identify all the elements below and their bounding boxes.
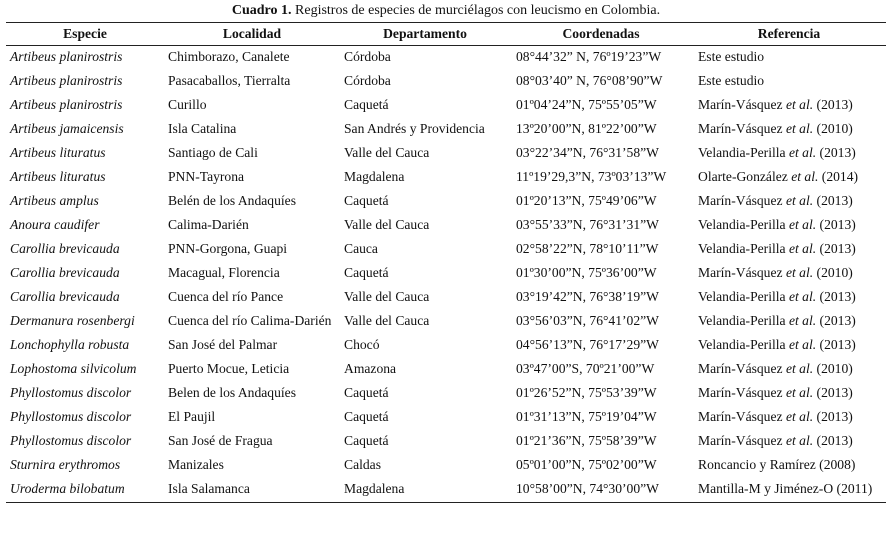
cell-referencia	[692, 70, 886, 94]
cell-coordenadas: 01º26’52”N, 75º53’39”W	[516, 385, 657, 400]
header-coordenadas: Coordenadas	[562, 26, 640, 41]
table-row	[6, 430, 886, 454]
table-row	[6, 286, 886, 310]
cell-referencia	[692, 238, 886, 262]
table-row	[6, 238, 886, 262]
ref-year: (2014)	[818, 169, 859, 184]
cell-departamento: Chocó	[344, 337, 380, 352]
cell-departamento: Valle del Cauca	[344, 217, 430, 232]
ref-year: (2013)	[813, 409, 853, 424]
caption-text: Registros de especies de murciélagos con leucismo en Colombia.	[291, 3, 661, 18]
cell-especie: Anoura caudifer	[10, 217, 100, 232]
ref-author: Velandia-Perilla	[698, 145, 789, 160]
cell-departamento: Córdoba	[344, 73, 391, 88]
cell-coordenadas: 08°03’40” N, 76°08’90”W	[516, 73, 663, 88]
cell-coordenadas: 03°22’34”N, 76°31’58”W	[516, 145, 659, 160]
cell-localidad: Macagual, Florencia	[168, 265, 280, 280]
ref-year: (2013)	[813, 433, 853, 448]
cell-coordenadas: 03°55’33”N, 76°31’31”W	[516, 217, 659, 232]
cell-localidad: Belén de los Andaquíes	[168, 193, 296, 208]
ref-year: (2013)	[816, 337, 856, 352]
ref-etal: et al.	[788, 145, 817, 160]
ref-author: Marín-Vásquez	[698, 433, 786, 448]
ref-author: Marín-Vásquez	[698, 265, 786, 280]
cell-departamento: Valle del Cauca	[344, 145, 430, 160]
ref-etal: et al.	[788, 313, 817, 328]
ref-etal: et al.	[785, 121, 814, 136]
cell-especie: Carollia brevicauda	[10, 289, 120, 304]
ref-author: Este estudio	[698, 73, 765, 88]
cell-departamento: Córdoba	[344, 49, 391, 64]
ref-year: (2013)	[816, 289, 856, 304]
ref-author: Marín-Vásquez	[698, 121, 786, 136]
cell-departamento: Amazona	[344, 361, 397, 376]
table-row	[6, 358, 886, 382]
cell-localidad: Isla Salamanca	[168, 481, 250, 496]
cell-referencia	[692, 46, 886, 71]
cell-coordenadas: 01º04’24”N, 75º55’05”W	[516, 97, 657, 112]
cell-departamento: Caquetá	[344, 385, 389, 400]
cell-departamento: Magdalena	[344, 169, 405, 184]
ref-author: Este estudio	[698, 49, 765, 64]
ref-year: (2013)	[816, 313, 856, 328]
cell-coordenadas: 03°19’42”N, 76°38’19”W	[516, 289, 659, 304]
caption-label: Cuadro 1.	[231, 3, 292, 18]
ref-etal: et al.	[785, 361, 814, 376]
ref-year: (2013)	[813, 97, 853, 112]
ref-year: (2010)	[813, 361, 853, 376]
cell-especie: Lophostoma silvicolum	[10, 361, 137, 376]
cell-localidad: Manizales	[168, 457, 224, 472]
cell-coordenadas: 01º30’00”N, 75º36’00”W	[516, 265, 657, 280]
table-row	[6, 406, 886, 430]
cell-especie: Artibeus planirostris	[10, 73, 123, 88]
cell-referencia	[692, 262, 886, 286]
cell-coordenadas: 01º20’13”N, 75º49’06”W	[516, 193, 657, 208]
cell-departamento: Caquetá	[344, 409, 389, 424]
ref-etal: et al.	[785, 385, 814, 400]
cell-especie: Phyllostomus discolor	[10, 385, 132, 400]
cell-referencia	[692, 358, 886, 382]
cell-departamento: Valle del Cauca	[344, 313, 430, 328]
ref-etal: et al.	[785, 265, 814, 280]
table-caption	[0, 2, 892, 20]
ref-etal: et al.	[788, 217, 817, 232]
table-row	[6, 214, 886, 238]
table-body	[6, 46, 886, 503]
cell-especie: Sturnira erythromos	[10, 457, 121, 472]
cell-localidad: Curillo	[168, 97, 207, 112]
cell-localidad: El Paujil	[168, 409, 216, 424]
cell-localidad: Calima-Darién	[168, 217, 249, 232]
ref-author: Marín-Vásquez	[698, 409, 786, 424]
ref-etal: et al.	[785, 193, 814, 208]
cell-referencia	[692, 406, 886, 430]
cell-referencia	[692, 190, 886, 214]
cell-especie: Artibeus lituratus	[10, 145, 106, 160]
cell-especie: Artibeus planirostris	[10, 49, 123, 64]
table-row	[6, 142, 886, 166]
cell-localidad: Isla Catalina	[168, 121, 237, 136]
ref-author: Velandia-Perilla	[698, 289, 789, 304]
cell-especie: Artibeus jamaicensis	[10, 121, 124, 136]
cell-especie: Uroderma bilobatum	[10, 481, 125, 496]
cell-localidad: Puerto Mocue, Leticia	[168, 361, 290, 376]
cell-coordenadas: 11º19’29,3”N, 73º03’13”W	[516, 169, 667, 184]
cell-localidad: PNN-Gorgona, Guapi	[168, 241, 288, 256]
cell-localidad: PNN-Tayrona	[168, 169, 245, 184]
cell-coordenadas: 05º01’00”N, 75º02’00”W	[516, 457, 657, 472]
cell-referencia	[692, 142, 886, 166]
table-header-row	[6, 23, 886, 46]
ref-year: (2013)	[816, 217, 856, 232]
cell-coordenadas: 13º20’00”N, 81º22’00”W	[516, 121, 657, 136]
ref-author: Marín-Vásquez	[698, 385, 786, 400]
table-row	[6, 454, 886, 478]
cell-coordenadas: 02°58’22”N, 78°10’11”W	[516, 241, 659, 256]
cell-especie: Phyllostomus discolor	[10, 433, 132, 448]
cell-departamento: Caldas	[344, 457, 381, 472]
cell-localidad: Belen de los Andaquíes	[168, 385, 296, 400]
ref-author: Velandia-Perilla	[698, 337, 789, 352]
cell-departamento: Caquetá	[344, 265, 389, 280]
cell-departamento: Valle del Cauca	[344, 289, 430, 304]
cell-coordenadas: 03º47’00”S, 70º21’00”W	[516, 361, 655, 376]
cell-especie: Lonchophylla robusta	[10, 337, 130, 352]
ref-author: Velandia-Perilla	[698, 313, 789, 328]
cell-localidad: Pasacaballos, Tierralta	[168, 73, 291, 88]
ref-year: (2010)	[813, 265, 853, 280]
cell-referencia	[692, 430, 886, 454]
cell-coordenadas: 03°56’03”N, 76°41’02”W	[516, 313, 659, 328]
ref-author: Mantilla-M y Jiménez-O (2011)	[698, 481, 873, 496]
header-departamento: Departamento	[383, 26, 467, 41]
cell-referencia	[692, 166, 886, 190]
ref-author: Velandia-Perilla	[698, 217, 789, 232]
cell-referencia	[692, 94, 886, 118]
ref-year: (2013)	[816, 241, 856, 256]
ref-etal: et al.	[785, 433, 814, 448]
ref-year: (2013)	[813, 193, 853, 208]
cell-especie: Carollia brevicauda	[10, 265, 120, 280]
ref-etal: et al.	[788, 337, 817, 352]
cell-especie: Artibeus planirostris	[10, 97, 123, 112]
cell-coordenadas: 10°58’00”N, 74°30’00”W	[516, 481, 659, 496]
table-row	[6, 190, 886, 214]
table-row	[6, 262, 886, 286]
table-row	[6, 70, 886, 94]
cell-referencia	[692, 118, 886, 142]
header-especie: Especie	[63, 26, 107, 41]
cell-localidad: San José del Palmar	[168, 337, 278, 352]
bat-records-table	[6, 22, 886, 503]
ref-etal: et al.	[785, 97, 814, 112]
cell-especie: Phyllostomus discolor	[10, 409, 132, 424]
ref-etal: et al.	[788, 289, 817, 304]
cell-departamento: Magdalena	[344, 481, 405, 496]
cell-localidad: Chimborazo, Canalete	[168, 49, 290, 64]
cell-localidad: Cuenca del río Calima-Darién	[168, 313, 332, 328]
header-localidad: Localidad	[222, 26, 282, 41]
cell-localidad: Cuenca del río Pance	[168, 289, 284, 304]
ref-author: Olarte-González	[698, 169, 792, 184]
ref-etal: et al.	[791, 169, 819, 184]
table-row	[6, 382, 886, 406]
cell-departamento: Caquetá	[344, 97, 389, 112]
cell-referencia	[692, 478, 886, 503]
cell-referencia	[692, 334, 886, 358]
cell-coordenadas: 01º31’13”N, 75º19’04”W	[516, 409, 657, 424]
cell-coordenadas: 08°44’32” N, 76º19’23”W	[516, 49, 662, 64]
ref-author: Marín-Vásquez	[698, 361, 786, 376]
cell-departamento: Caquetá	[344, 433, 389, 448]
cell-referencia	[692, 286, 886, 310]
cell-especie: Artibeus amplus	[10, 193, 99, 208]
cell-coordenadas: 04°56’13”N, 76°17’29”W	[516, 337, 659, 352]
header-referencia: Referencia	[757, 26, 821, 41]
cell-referencia	[692, 310, 886, 334]
table-row	[6, 310, 886, 334]
cell-localidad: Santiago de Cali	[168, 145, 258, 160]
cell-especie: Carollia brevicauda	[10, 241, 120, 256]
ref-author: Marín-Vásquez	[698, 97, 786, 112]
cell-localidad: San José de Fragua	[168, 433, 273, 448]
cell-departamento: San Andrés y Providencia	[344, 121, 485, 136]
table-row	[6, 478, 886, 503]
table-row	[6, 166, 886, 190]
ref-etal: et al.	[788, 241, 817, 256]
ref-year: (2013)	[816, 145, 856, 160]
ref-author: Roncancio y Ramírez (2008)	[698, 457, 856, 472]
table-row	[6, 46, 886, 71]
cell-especie: Artibeus lituratus	[10, 169, 106, 184]
cell-referencia	[692, 454, 886, 478]
table-row	[6, 94, 886, 118]
table-row	[6, 118, 886, 142]
ref-etal: et al.	[785, 409, 814, 424]
cell-coordenadas: 01º21’36”N, 75º58’39”W	[516, 433, 657, 448]
cell-referencia	[692, 214, 886, 238]
table-row	[6, 334, 886, 358]
ref-year: (2010)	[813, 121, 853, 136]
ref-author: Velandia-Perilla	[698, 241, 789, 256]
ref-year: (2013)	[813, 385, 853, 400]
cell-departamento: Cauca	[344, 241, 378, 256]
cell-departamento: Caquetá	[344, 193, 389, 208]
ref-author: Marín-Vásquez	[698, 193, 786, 208]
cell-referencia	[692, 382, 886, 406]
cell-especie: Dermanura rosenbergi	[10, 313, 135, 328]
